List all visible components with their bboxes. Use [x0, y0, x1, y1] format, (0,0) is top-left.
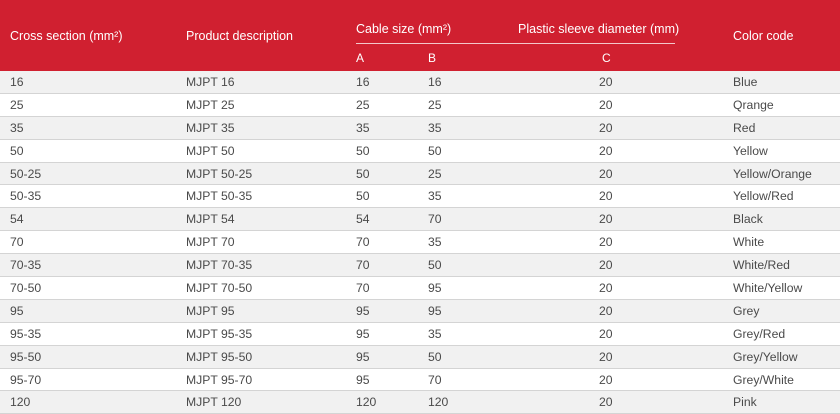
cell-b: 50 [428, 345, 518, 368]
cell-color: Yellow [733, 139, 840, 162]
table-row [0, 116, 840, 139]
cell-color: White/Red [733, 254, 840, 277]
header-cross-section: Cross section (mm²) [0, 0, 186, 71]
table-row [0, 322, 840, 345]
table-body [0, 71, 840, 414]
cell-a: 35 [356, 116, 428, 139]
cell-b: 35 [428, 116, 518, 139]
cell-product: MJPT 95-50 [186, 345, 356, 368]
cell-product: MJPT 54 [186, 208, 356, 231]
cell-color: Qrange [733, 93, 840, 116]
cell-cross-section: 120 [0, 391, 186, 414]
table-row [0, 391, 840, 414]
cell-c: 20 [518, 299, 733, 322]
cell-product: MJPT 50-35 [186, 185, 356, 208]
cell-c: 20 [518, 391, 733, 414]
cell-color: Yellow/Orange [733, 162, 840, 185]
cell-b: 120 [428, 391, 518, 414]
cell-c: 20 [518, 254, 733, 277]
cell-cross-section: 70-50 [0, 277, 186, 300]
table-row [0, 231, 840, 254]
table-row [0, 277, 840, 300]
cell-a: 120 [356, 391, 428, 414]
cell-product: MJPT 50 [186, 139, 356, 162]
cell-a: 50 [356, 185, 428, 208]
cell-product: MJPT 95 [186, 299, 356, 322]
cell-b: 35 [428, 322, 518, 345]
cell-b: 70 [428, 368, 518, 391]
table-row [0, 93, 840, 116]
cell-cross-section: 95-50 [0, 345, 186, 368]
cell-c: 20 [518, 162, 733, 185]
cell-cross-section: 35 [0, 116, 186, 139]
cell-b: 16 [428, 71, 518, 93]
table-row [0, 162, 840, 185]
cell-c: 20 [518, 93, 733, 116]
cell-product: MJPT 70-50 [186, 277, 356, 300]
cell-cross-section: 54 [0, 208, 186, 231]
header-sub-c: C [518, 44, 733, 71]
cell-a: 54 [356, 208, 428, 231]
cell-product: MJPT 70-35 [186, 254, 356, 277]
table-row [0, 139, 840, 162]
header-product-description: Product description [186, 0, 356, 71]
cell-b: 25 [428, 162, 518, 185]
cell-c: 20 [518, 322, 733, 345]
cell-b: 70 [428, 208, 518, 231]
cell-color: White/Yellow [733, 277, 840, 300]
cell-b: 50 [428, 139, 518, 162]
cell-color: Grey/Yellow [733, 345, 840, 368]
cell-color: Red [733, 116, 840, 139]
cell-color: Black [733, 208, 840, 231]
table-row [0, 368, 840, 391]
cell-a: 16 [356, 71, 428, 93]
cell-c: 20 [518, 368, 733, 391]
cell-b: 35 [428, 185, 518, 208]
cell-color: Blue [733, 71, 840, 93]
header-divider-line [356, 43, 518, 44]
header-color-code: Color code [733, 0, 840, 71]
cell-a: 25 [356, 93, 428, 116]
table-row [0, 345, 840, 368]
header-divider-line [518, 43, 675, 44]
cell-color: Yellow/Red [733, 185, 840, 208]
cell-a: 95 [356, 299, 428, 322]
header-sleeve-diameter-label: Plastic sleeve diameter (mm) [518, 22, 680, 36]
table-header [0, 0, 840, 71]
table-row [0, 254, 840, 277]
header-cable-size-label: Cable size (mm²) [356, 22, 452, 36]
cell-product: MJPT 25 [186, 93, 356, 116]
cell-a: 70 [356, 277, 428, 300]
cell-c: 20 [518, 231, 733, 254]
table-row [0, 185, 840, 208]
cell-b: 50 [428, 254, 518, 277]
cell-c: 20 [518, 116, 733, 139]
cell-c: 20 [518, 71, 733, 93]
cell-c: 20 [518, 139, 733, 162]
table-row [0, 208, 840, 231]
cell-a: 95 [356, 345, 428, 368]
cell-cross-section: 70 [0, 231, 186, 254]
cell-product: MJPT 95-70 [186, 368, 356, 391]
cell-a: 95 [356, 322, 428, 345]
table-row [0, 299, 840, 322]
cell-product: MJPT 35 [186, 116, 356, 139]
cell-product: MJPT 16 [186, 71, 356, 93]
table-row [0, 71, 840, 93]
cell-b: 95 [428, 277, 518, 300]
cell-product: MJPT 120 [186, 391, 356, 414]
cell-color: Grey/Red [733, 322, 840, 345]
cell-color: Pink [733, 391, 840, 414]
header-sleeve-diameter [518, 0, 733, 44]
cell-c: 20 [518, 185, 733, 208]
cell-cross-section: 50-25 [0, 162, 186, 185]
cell-cross-section: 50-35 [0, 185, 186, 208]
cell-b: 35 [428, 231, 518, 254]
cell-cross-section: 95-70 [0, 368, 186, 391]
cell-a: 50 [356, 139, 428, 162]
cell-cross-section: 50 [0, 139, 186, 162]
cell-cross-section: 25 [0, 93, 186, 116]
cell-color: Grey/White [733, 368, 840, 391]
cell-product: MJPT 70 [186, 231, 356, 254]
cell-product: MJPT 95-35 [186, 322, 356, 345]
cell-product: MJPT 50-25 [186, 162, 356, 185]
header-sub-b: B [428, 44, 518, 71]
cell-a: 50 [356, 162, 428, 185]
cell-a: 70 [356, 254, 428, 277]
header-cable-size [356, 0, 518, 44]
cell-c: 20 [518, 345, 733, 368]
cell-color: Grey [733, 299, 840, 322]
cell-cross-section: 16 [0, 71, 186, 93]
cell-c: 20 [518, 277, 733, 300]
cell-b: 25 [428, 93, 518, 116]
cell-color: White [733, 231, 840, 254]
cell-cross-section: 95 [0, 299, 186, 322]
header-sub-a: A [356, 44, 428, 71]
cell-b: 95 [428, 299, 518, 322]
cell-a: 95 [356, 368, 428, 391]
cell-c: 20 [518, 208, 733, 231]
cell-a: 70 [356, 231, 428, 254]
cell-cross-section: 70-35 [0, 254, 186, 277]
cell-cross-section: 95-35 [0, 322, 186, 345]
